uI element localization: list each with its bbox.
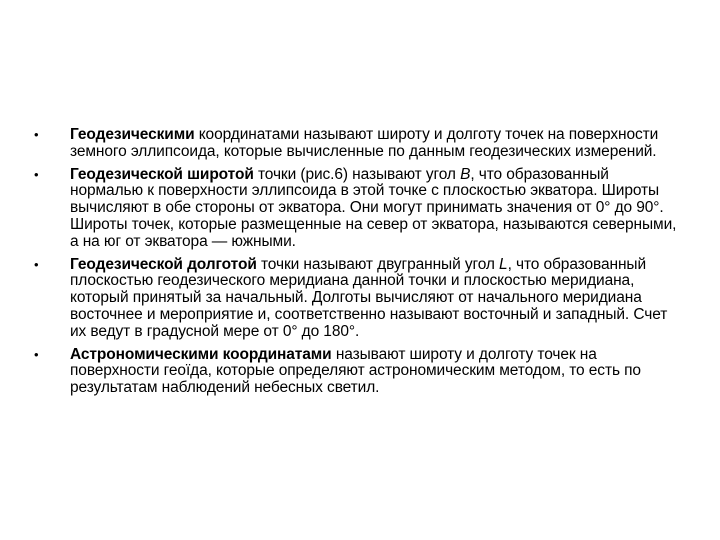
bullet-item-geodetic-longitude — [34, 257, 684, 341]
bullet-list — [34, 127, 684, 403]
bullet-item-geodetic-coordinates — [34, 127, 684, 161]
definition-text-before: точки (рис.6) называют угол — [253, 165, 461, 183]
variable-b: B — [460, 165, 471, 183]
bullet-dot-icon: • — [34, 127, 39, 142]
bullet-dot-icon: • — [34, 256, 39, 272]
term-geodetic-latitude: Геодезической широтой — [70, 165, 254, 183]
bullet-item-geodetic-latitude — [34, 167, 684, 251]
bullet-item-astronomical-coordinates — [34, 347, 684, 397]
definition-text-after: , что образованный плоскостью геодезического меридиана данной точки и плоскостью меридиана, который принятый за начальный. Долготы вычисляют от начального меридиана восточнее и мероприятие и, соответственно называют восточный и западный. Счет их ведут в градусной мере от 0° до 180°. — [70, 255, 668, 340]
bullet-dot-icon: • — [34, 166, 39, 182]
definition-text-after: , что образованный нормалью к поверхности эллипсоида в этой точке с плоскостью экватора. Широты вычисляют в обе стороны от экватора. Они могут принимать значения от 0° до 90°. Широты точек, которые размещенные на север от экватора, называются северными, а на юг от экватора — южными. — [70, 165, 677, 250]
definition-text-before: точки называют двугранный угол — [256, 255, 500, 273]
term-geodetic-coordinates: Геодезическими — [70, 126, 195, 143]
definition-text: называют широту и долготу точек на поверхности геоїда, которые определяют астрономическим методом, то есть по результатам наблюдений небесных светил. — [70, 345, 641, 397]
term-astronomical-coordinates: Астрономическими координатами — [70, 345, 332, 363]
term-geodetic-longitude: Геодезической долготой — [70, 255, 257, 273]
bullet-dot-icon: • — [34, 346, 39, 362]
variable-l: L — [499, 255, 508, 273]
definition-text: координатами называют широту и долготу точек на поверхности земного эллипсоида, которые вычисленные по данным геодезических измерений. — [70, 126, 659, 160]
